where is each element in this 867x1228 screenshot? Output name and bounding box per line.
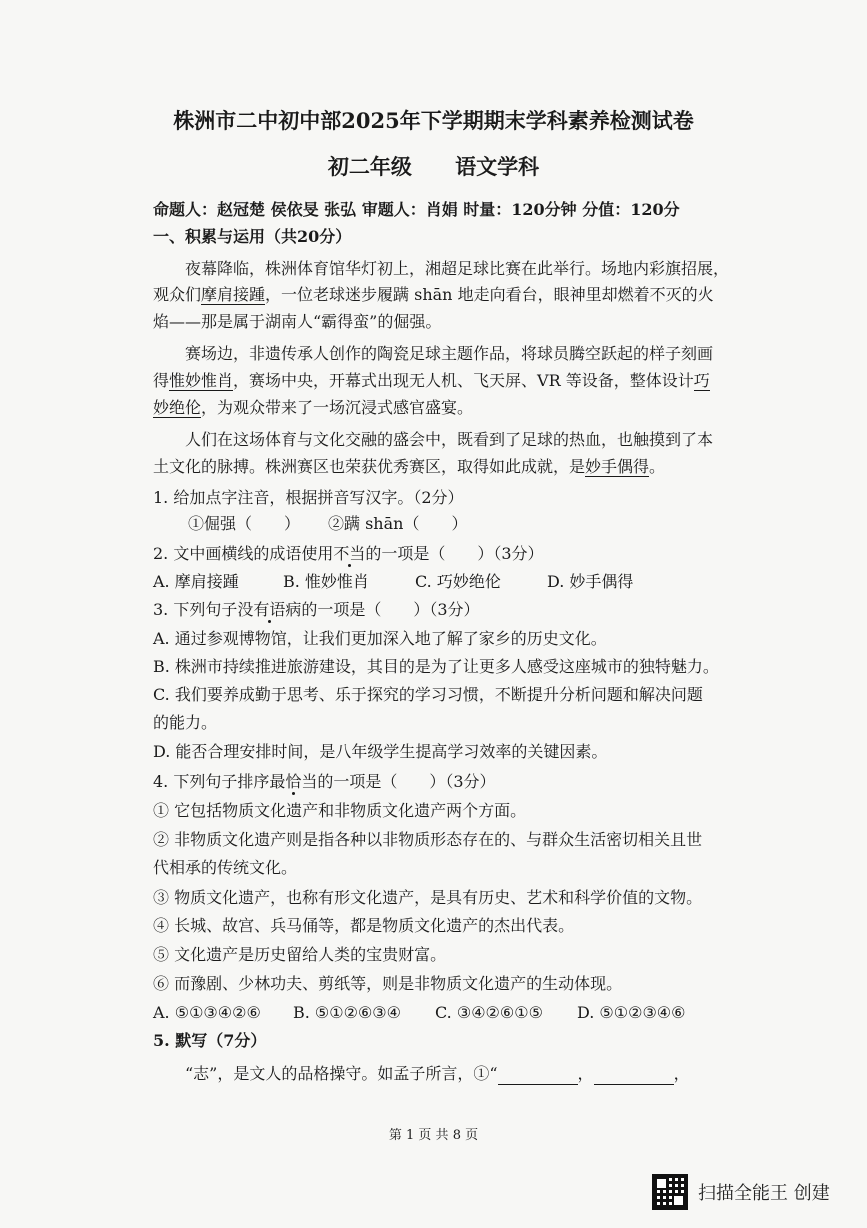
question-3-option-a: A. 通过参观博物馆，让我们更加深入地了解了家乡的历史文化。 [153, 629, 607, 648]
passage-line: 土文化的脉搏。株洲赛区也荣获优秀赛区，取得如此成就，是妙手偶得。 [153, 457, 666, 476]
sentence-4: ④ 长城、故宫、兵马俑等，都是物质文化遗产的杰出代表。 [153, 916, 575, 935]
page-number: 第 1 页 共 8 页 [388, 1128, 479, 1143]
question-3-option-b: B. 株洲市持续推进旅游建设，其目的是为了让更多人感受这座城市的独特魅力。 [153, 657, 719, 676]
passage-line: 人们在这场体育与文化交融的盛会中，既看到了足球的热血，也触摸到了本 [185, 430, 714, 449]
watermark-text: 扫描全能王 创建 [698, 1183, 830, 1204]
section-heading: 一、积累与运用（共20分） [153, 227, 352, 246]
exam-title: 株洲市二中初中部2025年下学期期末学科素养检测试卷 [173, 108, 694, 133]
grade-label: 初二年级 [327, 154, 412, 179]
question-3-option-c: C. 我们要养成勤于思考、乐于探究的学习习惯，不断提升分析问题和解决问题 [153, 685, 703, 704]
underlined-idiom: 妙手偶得 [585, 457, 650, 476]
sentence-1: ① 它包括物质文化遗产和非物质文化遗产两个方面。 [153, 801, 527, 820]
underlined-idiom: 惟妙惟肖 [169, 371, 234, 390]
question-5-line: “志”，是文人的品格操守。如孟子所言，①“ ， ， [185, 1064, 690, 1083]
question-2-options: A. 摩肩接踵 B. 惟妙惟肖 C. 巧妙绝伦 D. 妙手偶得 [153, 572, 634, 591]
exam-subtitle [0, 152, 867, 182]
sentence-6: ⑥ 而豫剧、少林功夫、剪纸等，则是非物质文化遗产的生动体现。 [153, 974, 623, 993]
question-2-stem: 2. 文中画横线的成语使用不当的一项是（ ）（3分） [153, 544, 544, 563]
exam-meta: 命题人：赵冠楚 侯依旻 张弘 审题人：肖娟 时量：120分钟 分值：120分 [153, 200, 680, 219]
answer-blank[interactable] [594, 1068, 674, 1085]
question-1-stem: 1. 给加点字注音，根据拼音写汉字。（2分） [153, 488, 464, 507]
answer-blank[interactable] [498, 1068, 578, 1085]
question-3-option-d: D. 能否合理安排时间，是八年级学生提高学习效率的关键因素。 [153, 742, 608, 761]
question-3-stem: 3. 下列句子没有语病的一项是（ ）（3分） [153, 600, 480, 619]
question-4-options: A. ⑤①③④②⑥ B. ⑤①②⑥③④ C. ③④②⑥①⑤ D. ⑤①②③④⑥ [153, 1003, 686, 1022]
passage-line: 观众们摩肩接踵，一位老球迷步履蹒 shān 地走向看台，眼神里却燃着不灭的火 [153, 285, 714, 304]
sentence-3: ③ 物质文化遗产，也称有形文化遗产，是具有历史、艺术和科学价值的文物。 [153, 888, 703, 907]
question-5-stem: 5. 默写（7分） [153, 1031, 267, 1050]
underlined-idiom: 妙绝伦 [153, 398, 202, 417]
question-3-option-c-cont: 的能力。 [153, 713, 218, 732]
passage-line: 夜幕降临，株洲体育馆华灯初上，湘超足球比赛在此举行。场地内彩旗招展， [185, 259, 730, 278]
question-1-items: ①倔强（ ） ②蹒 shān（ ） [188, 514, 468, 533]
scanner-watermark [652, 1172, 830, 1212]
sentence-2-cont: 代相承的传统文化。 [153, 858, 298, 877]
subject-label: 语文学科 [455, 154, 540, 179]
passage-line: 妙绝伦，为观众带来了一场沉浸式感官盛宴。 [153, 398, 474, 417]
underlined-idiom: 摩肩接踵 [201, 285, 266, 304]
question-4-stem: 4. 下列句子排序最恰当的一项是（ ）（3分） [153, 772, 496, 791]
sentence-5: ⑤ 文化遗产是历史留给人类的宝贵财富。 [153, 945, 447, 964]
qr-code-icon [652, 1174, 688, 1210]
underlined-idiom: 巧 [693, 371, 710, 390]
passage-line: 得惟妙惟肖，赛场中央，开幕式出现无人机、飞天屏、VR 等设备，整体设计巧 [153, 371, 710, 390]
passage-line: 焰——那是属于湖南人“霸得蛮”的倔强。 [153, 312, 442, 331]
sentence-2: ② 非物质文化遗产则是指各种以非物质形态存在的、与群众生活密切相关且世 [153, 830, 703, 849]
passage-line: 赛场边，非遗传承人创作的陶瓷足球主题作品，将球员腾空跃起的样子刻画 [185, 344, 714, 363]
